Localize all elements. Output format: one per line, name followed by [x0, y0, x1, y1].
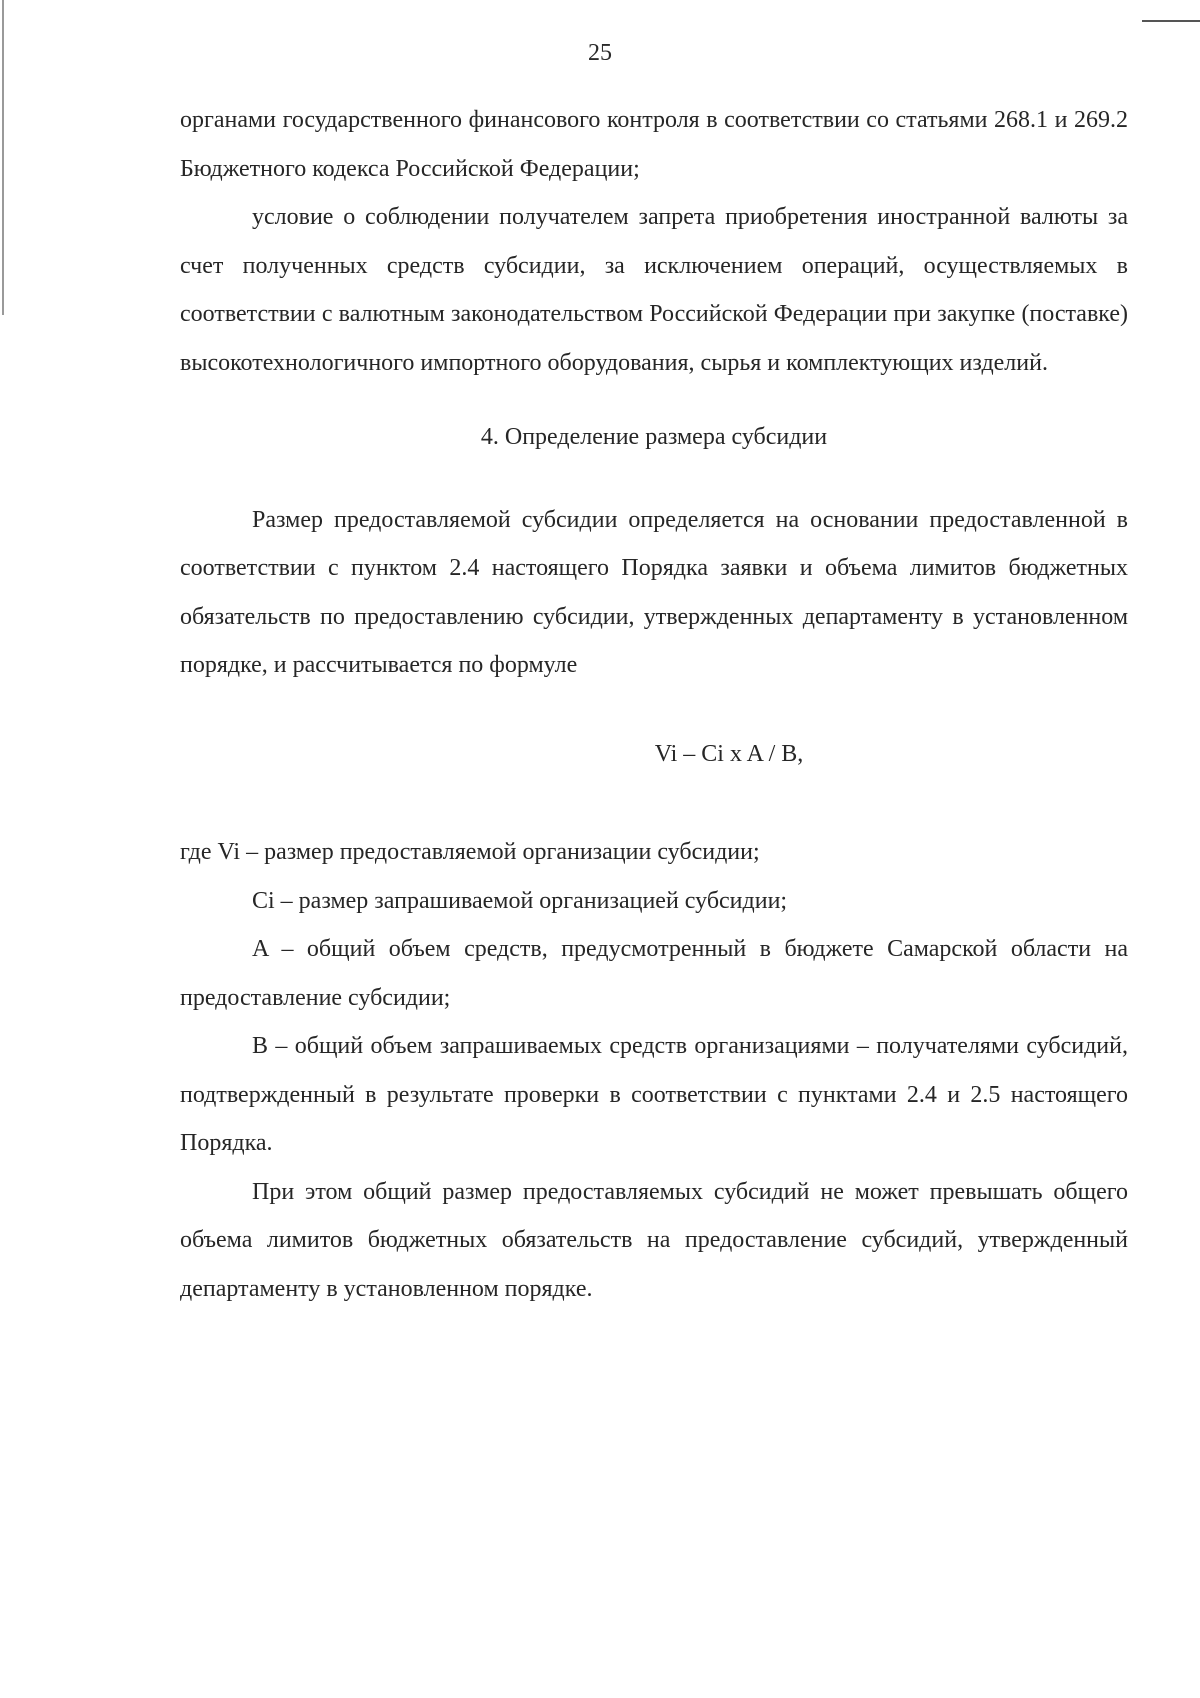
definition-ci: Ci – размер запрашиваемой организацией субсидии; — [252, 887, 788, 914]
paragraph-currency-condition: условие о соблюдении получателем запрета приобретения иностранной валюты за счет полученных средств субсидии, за исключением операций, осуществляемых в соответствии с валютным законодательством Российской Федерации при закупке (поставке) высокотехнологичного импортного оборудования, сырья и комплектующих изделий. — [180, 204, 1128, 376]
paragraph-control-bodies: органами государственного финансового контроля в соответствии со статьями 268.1 и 269.2 Бюджетного кодекса Российской Федерации; — [180, 107, 1128, 182]
page-number: 25 — [588, 40, 612, 66]
definition-b: B – общий объем запрашиваемых средств организациями – получателями субсидий, подтвержденный в результате проверки в соответствии с пунктами 2.4 и 2.5 настоящего Порядка. — [180, 1033, 1128, 1156]
paragraph-subsidy-limit: При этом общий размер предоставляемых субсидий не может превышать общего объема лимитов бюджетных обязательств на предоставление субсидий, утвержденный департаменту в установленном порядке. — [180, 1178, 1128, 1302]
subsidy-formula: Vi – Ci x A / B, — [654, 740, 804, 767]
definition-a: A – общий объем средств, предусмотренный в бюджете Самарской области на предоставление субсидии; — [180, 936, 1128, 1011]
definition-vi: где Vi – размер предоставляемой организации субсидии; — [180, 839, 760, 865]
scan-edge-mark — [1142, 20, 1200, 22]
document-body — [180, 96, 1128, 1313]
paragraph-subsidy-size: Размер предоставляемой субсидии определяется на основании предоставленной в соответствии с пунктом 2.4 настоящего Порядка заявки и объема лимитов бюджетных обязательств по предоставлению субсидии, утвержденных департаменту в установленном порядке, и рассчитывается по формуле — [180, 506, 1128, 678]
section-heading: 4. Определение размера субсидии — [480, 424, 828, 450]
